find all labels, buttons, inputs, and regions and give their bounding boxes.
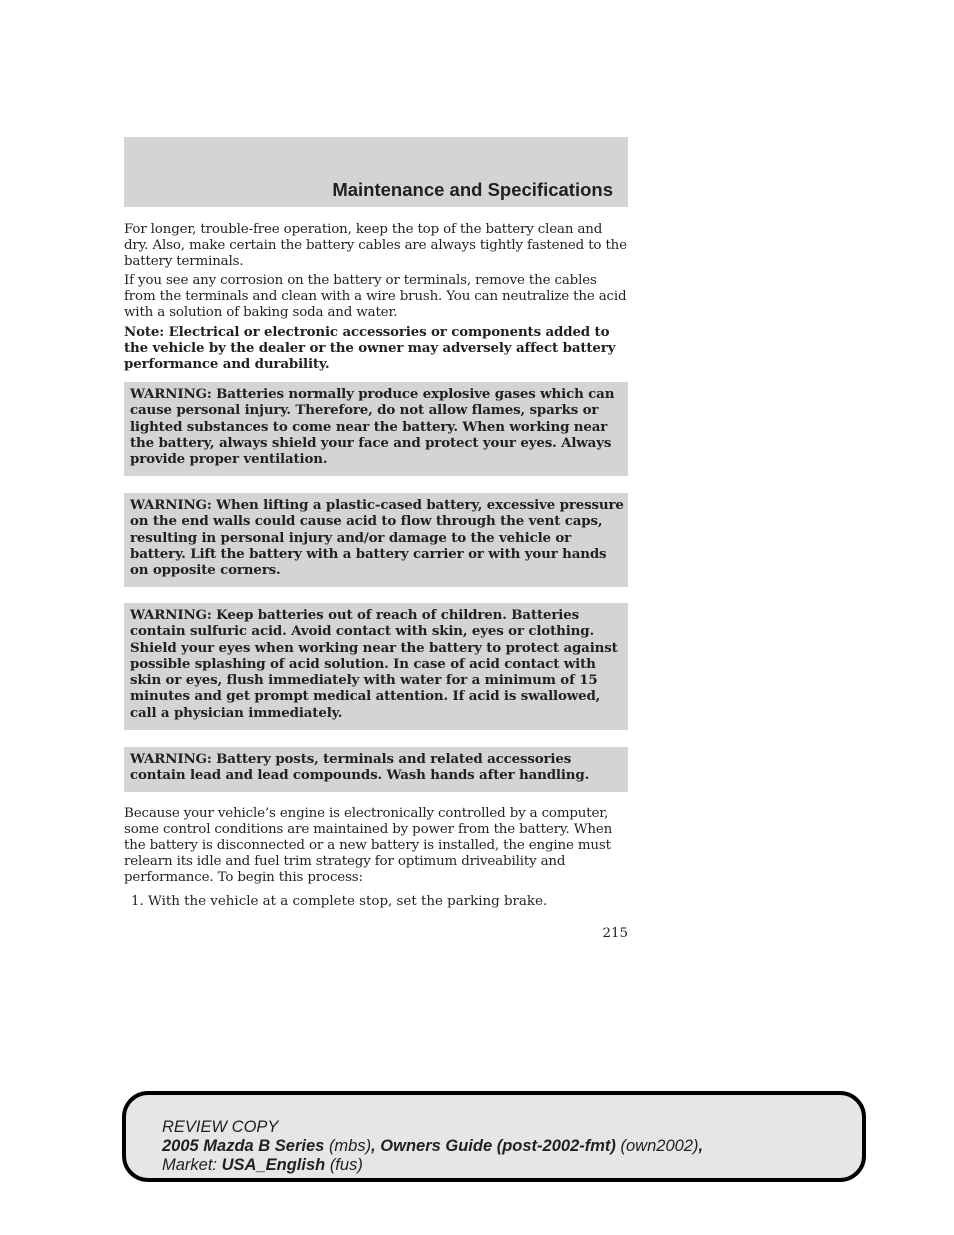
vehicle-code: (mbs) xyxy=(328,1137,372,1155)
section-title: Maintenance and Specifications xyxy=(332,179,613,200)
vehicle-name: 2005 Mazda B Series xyxy=(162,1137,325,1155)
market-code: (fus) xyxy=(329,1156,363,1174)
step-text: With the vehicle at a complete stop, set the parking brake. xyxy=(148,894,548,909)
warning-lead-compounds: WARNING: Battery posts, terminals and related accessories contain lead and lead compounds. Wash hands after handling. xyxy=(124,747,628,792)
list-item xyxy=(131,894,628,910)
footer-market-line xyxy=(162,1156,703,1175)
warning-children-acid: WARNING: Keep batteries out of reach of children. Batteries contain sulfuric acid. Avoid contact with skin, eyes or clothing. Shield your eyes when working near the battery to protect against possible splashing of acid solution. In case of acid contact with skin or eyes, flush immediately with water for a minimum of 15 minutes and get prompt medical attention. If acid is swallowed, call a physician immediately. xyxy=(124,603,628,730)
review-copy-footer xyxy=(122,1091,866,1182)
page-number: 215 xyxy=(602,926,628,941)
step-number: 1. xyxy=(131,894,144,909)
guide-name: Owners Guide (post-2002-fmt) xyxy=(380,1137,616,1155)
market-label: Market: xyxy=(162,1156,218,1174)
warning-lifting-battery: WARNING: When lifting a plastic-cased battery, excessive pressure on the end walls could cause acid to flow through the vent caps, resulting in personal injury and/or damage to the vehicle or battery. Lift the battery with a battery carrier or with your hands on opposite corners. xyxy=(124,493,628,587)
warning-explosive-gases: WARNING: Batteries normally produce explosive gases which can cause personal injury. Therefore, do not allow flames, sparks or lighted substances to come near the battery. When working near the battery, always shield your face and protect your eyes. Always provide proper ventilation. xyxy=(124,382,628,476)
paragraph-corrosion: If you see any corrosion on the battery or terminals, remove the cables from the terminals and clean with a wire brush. You can neutralize the acid with a solution of baking soda and water. xyxy=(124,273,627,320)
review-copy-label: REVIEW COPY xyxy=(162,1118,279,1136)
footer-guide-line: 2005 Mazda B Series (mbs), Owners Guide (post-2002-fmt) (own2002), xyxy=(162,1137,704,1155)
guide-code: (own2002) xyxy=(620,1137,699,1155)
market-name: USA_English xyxy=(221,1156,326,1174)
paragraph-engine-relearn: Because your vehicle’s engine is electronically controlled by a computer, some control conditions are maintained by power from the battery. When the battery is disconnected or a new battery is installed, the engine must relearn its idle and fuel trim strategy for optimum driveability and performance. To begin this process: xyxy=(124,806,613,885)
note-accessories: Note: Electrical or electronic accessories or components added to the vehicle by the dealer or the owner may adversely affect battery performance and durability. xyxy=(124,324,616,372)
section-header-band xyxy=(124,137,628,207)
paragraph-battery-care: For longer, trouble-free operation, keep the top of the battery clean and dry. Also, make certain the battery cables are always tightly fastened to the battery terminals. xyxy=(124,222,627,269)
